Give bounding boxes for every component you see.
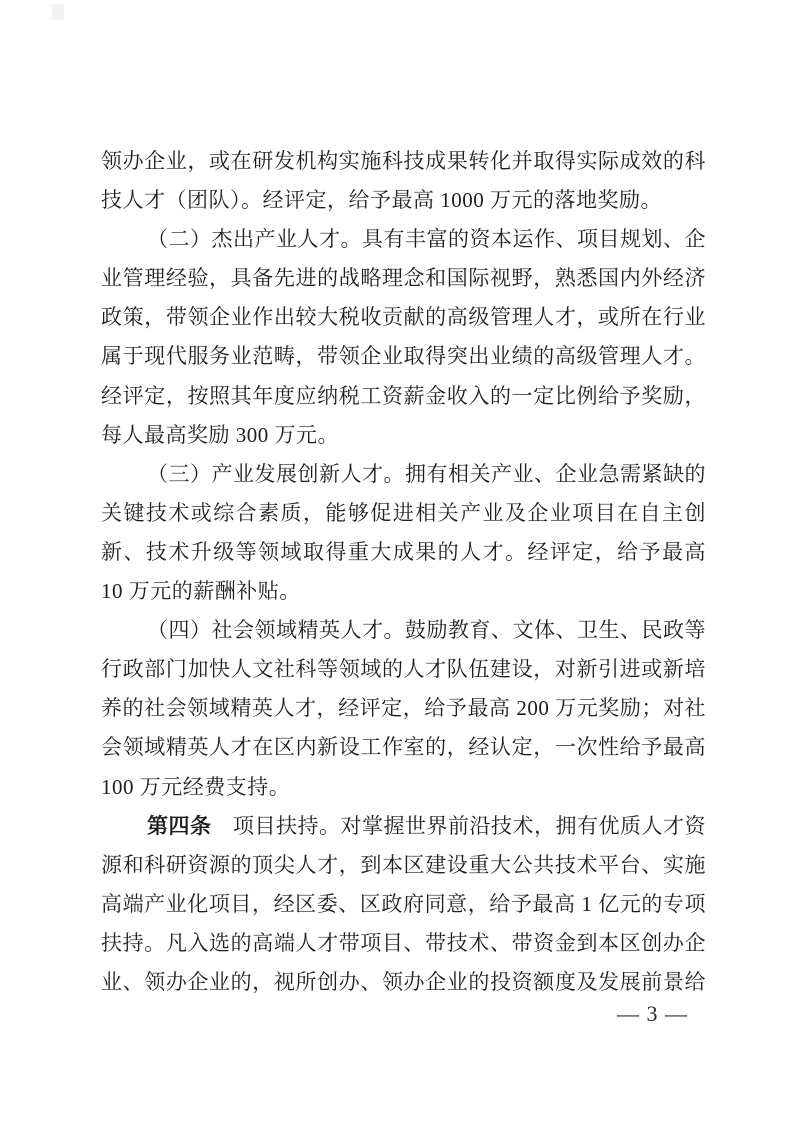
text-line (101, 807, 706, 846)
line-text: 技人才（团队）。经评定，给予最高 1000 万元的落地奖励。 (101, 188, 662, 213)
line-text: 源和科研资源的顶尖人才，到本区建设重大公共技术平台、实施 (101, 852, 706, 877)
scan-artifact (52, 4, 64, 20)
text-line (101, 650, 706, 689)
text-line (101, 455, 706, 494)
line-text: 关键技术或综合素质，能够促进相关产业及企业项目在自主创 (101, 500, 706, 525)
text-line (101, 220, 706, 259)
line-text: 新、技术升级等领域取得重大成果的人才。经评定，给予最高 (101, 539, 706, 564)
line-text: 会领域精英人才在区内新设工作室的，经认定，一次性给予最高 (101, 735, 706, 760)
text-line (101, 572, 706, 611)
line-text: 养的社会领域精英人才，经评定，给予最高 200 万元奖励；对社 (101, 696, 706, 721)
text-line (101, 377, 706, 416)
line-text: 行政部门加快人文社科等领域的人才队伍建设，对新引进或新培 (101, 657, 706, 682)
line-text: （四）社会领域精英人才。鼓励教育、文体、卫生、民政等 (147, 618, 706, 643)
line-text: 高端产业化项目，经区委、区政府同意，给予最高 1 亿元的专项 (101, 891, 706, 916)
text-line (101, 611, 706, 650)
text-line (101, 924, 706, 963)
text-line (101, 963, 706, 1002)
line-text: 经评定，按照其年度应纳税工资薪金收入的一定比例给予奖励， (101, 383, 706, 408)
text-line (101, 533, 706, 572)
text-line (101, 142, 706, 181)
line-text: （二）杰出产业人才。具有丰富的资本运作、项目规划、企 (147, 227, 706, 252)
line-text: 项目扶持。对掌握世界前沿技术，拥有优质人才资 (211, 813, 706, 838)
line-text: 扶持。凡入选的高端人才带项目、带技术、带资金到本区创办企 (101, 930, 706, 955)
text-line (101, 846, 706, 885)
line-text: 领办企业，或在研发机构实施科技成果转化并取得实际成效的科 (101, 149, 706, 173)
document-body (101, 142, 706, 1002)
text-line (101, 259, 706, 298)
text-line (101, 298, 706, 337)
line-text: （三）产业发展创新人才。拥有相关产业、企业急需紧缺的 (147, 461, 706, 486)
page-number: — 3 — (617, 1001, 688, 1026)
text-line (101, 337, 706, 376)
text-line (101, 728, 706, 767)
text-line (101, 689, 706, 728)
text-line (101, 181, 706, 220)
line-text: 政策，带领企业作出较大税收贡献的高级管理人才，或所在行业 (101, 305, 706, 330)
line-text: 10 万元的薪酬补贴。 (101, 579, 301, 604)
article-number: 第四条 (147, 813, 212, 838)
text-line (101, 885, 706, 924)
line-text: 业管理经验，具备先进的战略理念和国际视野，熟悉国内外经济 (101, 266, 706, 291)
text-line (101, 768, 706, 807)
line-text: 100 万元经费支持。 (101, 774, 291, 799)
line-text: 每人最高奖励 300 万元。 (101, 422, 339, 447)
text-line (101, 416, 706, 455)
line-text: 业、领办企业的，视所创办、领办企业的投资额度及发展前景给 (101, 969, 706, 994)
line-text: 属于现代服务业范畴，带领企业取得突出业绩的高级管理人才。 (101, 344, 706, 369)
text-line (101, 494, 706, 533)
